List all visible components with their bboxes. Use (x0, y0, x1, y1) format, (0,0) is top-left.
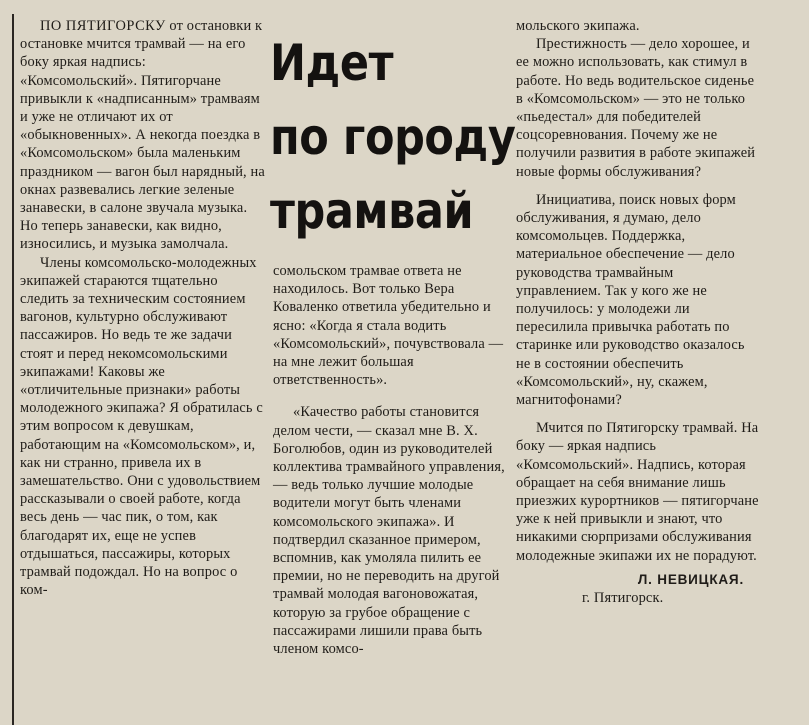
article-column-3 (516, 17, 762, 607)
article-column-1 (20, 17, 266, 600)
article-paragraph: Престижность — дело хорошее, и ее можно использовать, как стимул в работе. Но ведь водительское сиденье в «Комсомольском» — это не только «пьедестал» для победителей соцсоревнования. Почему же не получили развития в работе экипажей новые формы обслуживания? (516, 36, 756, 180)
article-headline (270, 26, 516, 248)
article-paragraph: ПО ПЯТИГОРСКУ от остановки к остановке мчится трамвай — на его боку яркая надпись: «Комсомольский». Пятигорчане привыкли к «надписанным» трамваям и уже не отличают их от «обыкновенных». А некогда поездка в «Комсомольском» была маленьким праздником — вагон был нарядный, на окнах развевались легкие зеленые занавески, в салоне звучала музыка. Но теперь занавески, как видно, износились, и музыка замолчала. (20, 18, 265, 253)
headline-line: по городу (270, 108, 516, 166)
dateline-place: г. Пятигорск. (582, 590, 664, 607)
column-rule (12, 14, 14, 725)
lead-in: ПО ПЯТИГОРСКУ (40, 18, 166, 34)
headline-line: Идет (270, 34, 394, 92)
article-paragraph: Члены комсомольско-молодежных экипажей стараются тщательно следить за техническим состоянием вагонов, культурно обслуживают пассажиров. Но ведь те же задачи стоят и перед некомсомольскими экипажами! Каковы же «отличительные признаки» работы молодежного экипажа? Я обратилась с этим вопросом к девушкам, работающим на «Комсомольском», и, как ни странно, привела их в замешательство. Они с удовольствием рассказывали о своей работе, когда весь день — час пик, о том, как благодарят их, еще не успев отдышаться, пассажиры, которых трамвай подождал. Но на вопрос о ком- (20, 254, 263, 599)
article-paragraph: Инициатива, поиск новых форм обслуживания, я думаю, дело комсомольцев. Поддержка, материальное обеспечение — дело руководства трамвайным управлением. Так у кого же не получилось: у молодежи ли пересилила привычка работать по старинке или руководство оказалось не в состоянии обеспечить «Комсомольский», ну, скажем, магнитофонами? (516, 191, 745, 409)
article-paragraph: сомольском трамвае ответа не находилось. Вот только Вера Коваленко ответила убедительно и ясно: «Когда я стала водить «Комсомольский», почувствовала — на мне лежит большая ответственность». (273, 263, 504, 389)
article-column-2 (273, 262, 509, 658)
article-paragraph: Мчится по Пятигорску трамвай. На боку — яркая надпись «Комсомольский». Надпись, которая обращает на себя внимание лишь приезжих курортников — пятигорчане уже к ней привыкли и знают, что никакими сюрпризами обслуживания молодежные экипажи их не порадуют. (516, 420, 759, 564)
author-signature: Л. НЕВИЦКАЯ. (637, 571, 744, 587)
headline-line: трамвай (270, 182, 474, 240)
article-paragraph: «Качество работы становится делом чести, — сказал мне В. Х. Боголюбов, один из руководителей коллектива трамвайного управления, — ведь только лучшие молодые водители могут быть членами комсомольского экипажа». И подтвердил сказанное примером, вспомнив, как умоляла пилить ее премии, но не переводить на другой трамвай молодая вагоновожатая, которую за грубое обращение с пассажирами лишили права быть членом комсо- (273, 404, 505, 658)
article-paragraph: мольского экипажа. (516, 18, 640, 34)
